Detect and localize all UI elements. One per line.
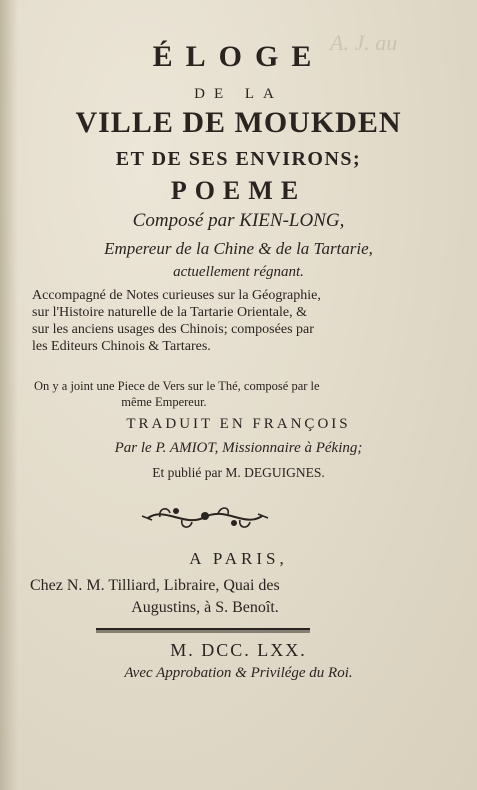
title-ville-de-moukden: VILLE DE MOUKDEN (75, 106, 402, 139)
tea-paragraph (34, 378, 374, 410)
imprint-line: Augustins, à S. Benoît. (131, 599, 279, 616)
notes-line: Accompagné de Notes curieuses sur la Géographie, (32, 288, 321, 303)
approbation-line: Avec Approbation & Privilége du Roi. (124, 665, 353, 681)
tea-line: On y a joint une Piece de Vers sur le Thé, composé par le (34, 379, 320, 393)
notes-line: sur l'Histoire naturelle de la Tartarie Orientale, & (32, 305, 307, 320)
imprint-paragraph (30, 575, 380, 619)
tea-line: même Empereur. (121, 395, 207, 409)
title-environs: ET DE SES ENVIRONS; (115, 148, 362, 170)
title-eloge: ÉLOGE (152, 40, 325, 73)
year-line: M. DCC. LXX. (170, 640, 307, 660)
emperor-line: Empereur de la Chine & de la Tartarie, (104, 239, 373, 258)
translator-line: Par le P. AMIOT, Missionnaire à Péking; (114, 440, 363, 456)
notes-paragraph (32, 287, 372, 355)
notes-line: sur les anciens usages des Chinois; composées par (32, 322, 314, 337)
title-de-la: DE LA (194, 86, 283, 102)
author-line: Composé par KIEN-LONG, (132, 210, 345, 231)
floral-ornament-icon (140, 498, 270, 536)
imprint-line: Chez N. M. Tilliard, Libraire, Quai des (30, 577, 280, 594)
title-poeme: POEME (170, 176, 307, 205)
double-rule (96, 628, 310, 633)
publisher-line: Et publié par M. DEGUIGNES. (152, 465, 325, 480)
notes-line: les Editeurs Chinois & Tartares. (32, 339, 211, 354)
translated-line: TRADUIT EN FRANÇOIS (126, 416, 351, 432)
place-line: A PARIS, (189, 549, 288, 568)
reigning-line: actuellement régnant. (173, 264, 304, 280)
faded-ink-inscription: A. J. au (330, 30, 398, 55)
